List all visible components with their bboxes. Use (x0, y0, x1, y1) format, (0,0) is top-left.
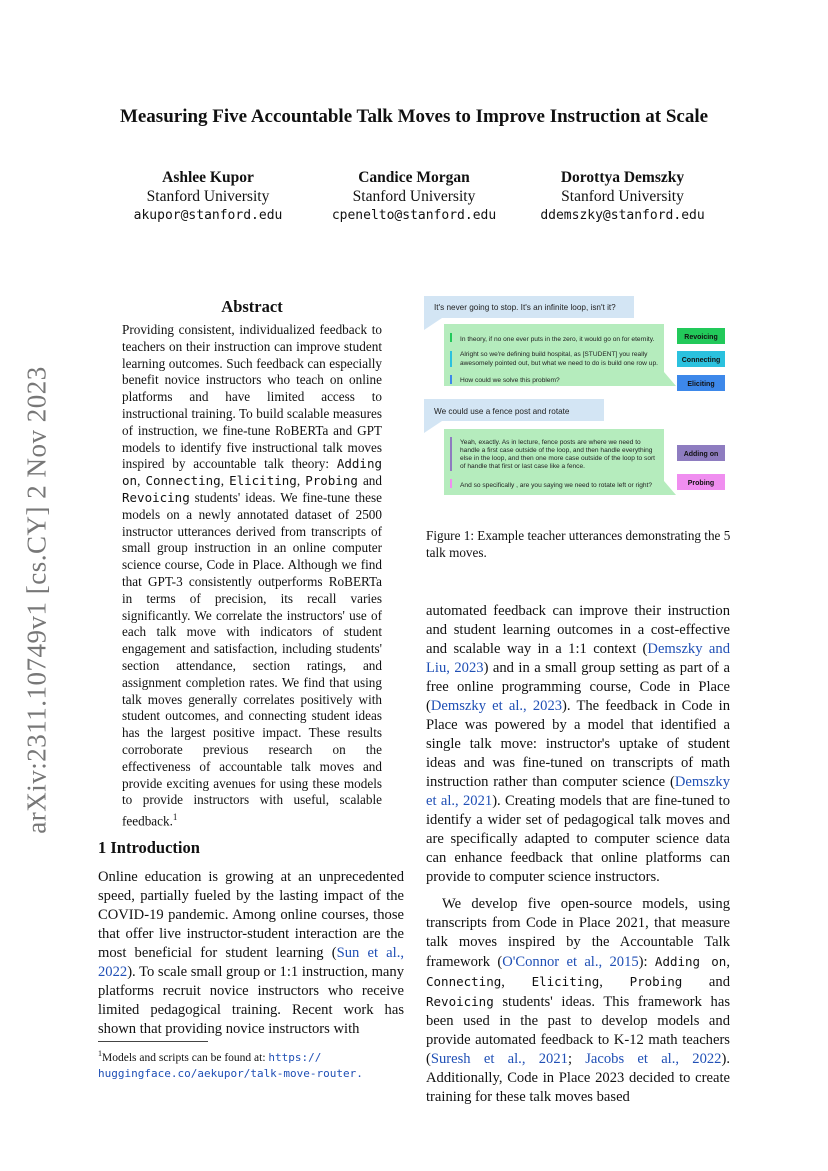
teacher-utterance-4: of handle that first or last case like a fence. (460, 463, 585, 470)
abstract-text: Providing consistent, individualized feedback to teachers on their instruction can improve student learning outcomes. Such feedback can especially benefit novice instructors who teach on online platforms and have limited access to instructional training. To build scalable measures of instruction, we fine-tune RoBERTa and GPT models to identify five instructional talk moves inspired by accountable talk theory: Adding on, Connecting, Eliciting, Probing and Revoicing students' ideas. We fine-tune these models on a newly annotated dataset of 2500 instructor utterances derived from transcripts of small group instruction in an online computer science course, Code in Place. Although we find that GPT-3 consistently outperforms RoBERTa in terms of precision, its recall varies significantly. We correlate the instructors' use of each talk move with indicators of student engagement and satisfaction, including students' section attendance, section ratings, and assignment completion rates. We find that using talk moves generally correlates positively with student outcomes, and connecting student ideas has the largest positive impact. These results corroborate previous research on the effectiveness of accountable talk moves and provide exciting avenues for using these models to provide instructors with useful, scalable feedback.$^1$ (122, 322, 382, 829)
author-2 (314, 168, 514, 225)
arxiv-identifier: arXiv:2311.10749v1 [cs.CY] 2 Nov 2023 (21, 366, 52, 834)
footnote-url[interactable]: huggingface.co/aekupor/talk-move-router. (98, 1066, 363, 1080)
label-eliciting-text: Eliciting (687, 381, 715, 388)
teacher-utterance-4: Yeah, exactly. As in lecture, fence posts are where we need to (460, 439, 641, 446)
student-bubble-tail (424, 318, 442, 330)
label-revoicing-text: Revoicing (684, 334, 718, 341)
paragraph: We develop five open-source models, using transcripts from Code in Place 2021, that measure talk moves inspired by the Accountable Talk framework (O'Connor et al., 2015): Adding on, Connecting, Eliciting, Probing and Revoicing students' ideas. This framework has been used in the past to develop models and provide automated feedback to K-12 math teachers (Suresh et al., 2021; Jacobs et al., 2022). Additionally, Code in Place 2023 decided to create training for these talk moves based (426, 896, 730, 1105)
teacher-utterance-4: else in the loop, and then one more case outside of the loop to sort (460, 455, 656, 462)
teacher-utterance-2: awesomely pointed out, but what we need to do is build one row up. (460, 360, 658, 367)
talk-move-term: Revoicing (122, 489, 190, 505)
student-utterance-1: It's never going to stop. It's an infinite loop, isn't it? (434, 303, 616, 312)
label-adding-on-text: Adding on (683, 451, 719, 458)
teacher-utterance-1: In theory, if no one ever puts in the zero, it would go on for eternity. (460, 336, 655, 343)
teacher-utterance-4: handle a first case outside of the loop, and then handle everything (460, 447, 653, 454)
citation-link[interactable]: Demszky and Liu, 2023 (426, 641, 730, 676)
utterance-marker (450, 479, 452, 488)
introduction-paragraph: Online education is growing at an unprecedented speed, partially fueled by the lasting impact of the COVID-19 pandemic. Among online courses, those that offer live instructor-student interaction are the most beneficial for student learning (Sun et al., 2022). To scale small group or 1:1 instruction, many platforms recruit novice instructors who receive limited pedagogical training. Recent work has shown that providing novice instructors with (98, 869, 404, 1037)
citation-link[interactable]: Demszky et al., 2021 (426, 774, 730, 809)
footnote-rule (98, 1041, 208, 1042)
figure-caption: Figure 1: Example teacher utterances demonstrating the 5 talk moves. (426, 528, 731, 560)
footnote: $^1$Models and scripts can be found at: https:// huggingface.co/aekupor/talk-move-router. (98, 1049, 363, 1080)
author-name: Dorottya Demszky (560, 169, 685, 186)
author-name: Ashlee Kupor (162, 169, 254, 186)
figure-1 (420, 288, 740, 516)
teacher-utterance-5: And so specifically , are you saying we need to rotate left or right? (460, 482, 653, 489)
teacher-bubble-tail (664, 372, 676, 386)
author-email[interactable]: ddemszky@stanford.edu (540, 208, 705, 223)
talk-move-term: Eliciting (229, 473, 297, 489)
teacher-utterance-2: Alright so we're defining build hospital, as [STUDENT] you really (460, 351, 648, 358)
citation-link[interactable]: Demszky et al., 2023 (430, 698, 563, 714)
talk-move-term: Probing (305, 473, 358, 489)
author-affiliation: Stanford University (146, 188, 270, 205)
right-column-text (426, 602, 730, 1107)
label-probing-text: Probing (687, 480, 715, 487)
citation-link[interactable]: Suresh et al., 2021 (430, 1051, 568, 1067)
utterance-marker (450, 351, 452, 367)
abstract-heading: Abstract (221, 297, 283, 316)
author-email[interactable]: akupor@stanford.edu (133, 208, 283, 223)
utterance-marker (450, 437, 452, 471)
teacher-utterance-3: How could we solve this problem? (460, 377, 560, 384)
talk-move-term: Connecting (145, 473, 221, 489)
author-name: Candice Morgan (358, 169, 470, 186)
paragraph: automated feedback can improve their instruction and student learning outcomes in a cost-effective and scalable way in a 1:1 context (Demszky and Liu, 2023) and in a small group setting as part of a free online programming course, Code in Place (Demszky et al., 2023). The feedback in Code in Place was powered by a model that identified a single talk move: instructor's uptake of student ideas and was fine-tuned on transcripts of math instruction rather than computer science (Demszky et al., 2021). Creating models that are fine-tuned to identify a wider set of pedagogical talk moves and are specifically adapted to computer science data can enhance feedback that online platforms can provide to computer science instructors. (426, 603, 730, 885)
citation-link[interactable]: O'Connor et al., 2015 (502, 954, 639, 970)
footnote-marker[interactable]: 1 (172, 812, 178, 823)
author-email[interactable]: cpenelto@stanford.edu (331, 208, 497, 223)
arxiv-sidebar (14, 360, 60, 840)
author-affiliation: Stanford University (352, 188, 476, 205)
citation-link[interactable]: Jacobs et al., 2022 (585, 1051, 722, 1067)
footnote-url[interactable]: https:// (268, 1050, 322, 1064)
paper-title: Measuring Five Accountable Talk Moves to Improve Instruction at Scale (119, 106, 709, 127)
section-heading-introduction: 1 Introduction (98, 838, 200, 857)
author-1 (118, 168, 298, 225)
teacher-bubble-tail (664, 481, 676, 495)
author-affiliation: Stanford University (561, 188, 684, 205)
utterance-marker (450, 375, 452, 384)
label-connecting-text: Connecting (681, 357, 721, 364)
student-utterance-2: We could use a fence post and rotate (434, 407, 570, 416)
utterance-marker (450, 333, 452, 342)
student-bubble-tail (424, 421, 442, 433)
author-3 (525, 168, 720, 225)
citation-link[interactable]: Sun et al., 2022 (98, 945, 404, 980)
talk-move-term: Adding on (122, 456, 382, 489)
